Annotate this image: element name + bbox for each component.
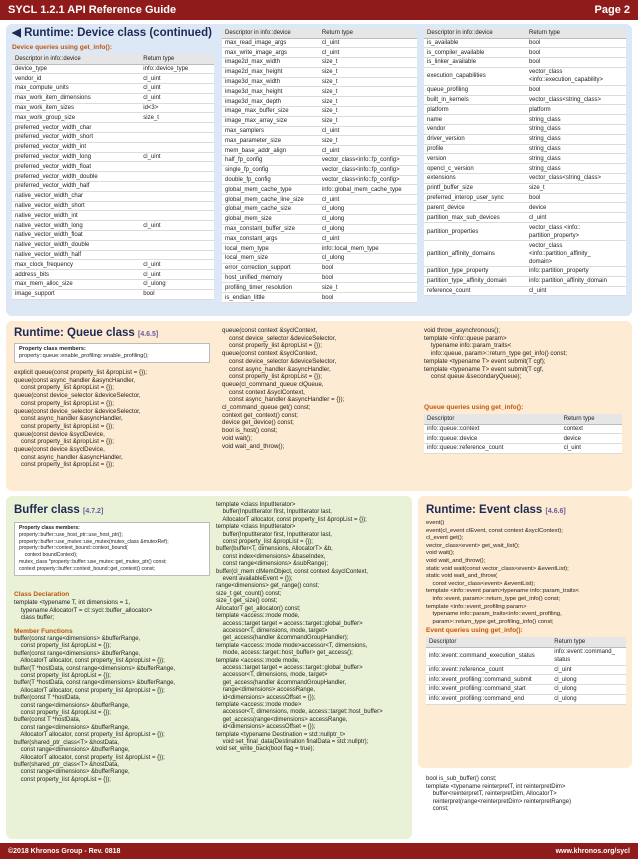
descriptor-cell: global_mem_cache_size xyxy=(222,205,319,215)
return-type-cell: cl_uint xyxy=(140,74,214,84)
descriptor-cell: native_vector_width_short xyxy=(12,201,140,211)
table-row xyxy=(222,205,417,215)
return-type-cell: cl_ulong xyxy=(140,280,214,290)
table-row xyxy=(12,289,214,299)
return-type-cell: cl_uint xyxy=(319,126,417,136)
descriptor-cell: preferred_vector_width_int xyxy=(12,142,140,152)
descriptor-cell: vendor_id xyxy=(12,74,140,84)
return-type-cell: info::device_type xyxy=(140,64,214,74)
return-type-cell: size_t xyxy=(319,67,417,77)
return-type-cell: context xyxy=(561,424,622,434)
table-row xyxy=(12,84,214,94)
return-type-cell xyxy=(140,172,214,182)
return-type-cell: bool xyxy=(526,48,626,58)
buffer-decl-label: Class Declaration xyxy=(14,591,70,598)
return-type-cell: vector_class<string_class> xyxy=(526,174,626,184)
descriptor-cell: native_vector_width_char xyxy=(12,191,140,201)
footer-right: www.khronos.org/sycl xyxy=(555,847,630,855)
table-row xyxy=(222,77,417,87)
table-row xyxy=(12,182,214,192)
return-type-cell: size_t xyxy=(319,107,417,117)
return-type-cell: cl_uint xyxy=(319,48,417,58)
device-panel xyxy=(6,24,632,316)
queue-panel xyxy=(6,321,632,491)
table-row xyxy=(424,105,626,115)
return-type-cell: bool xyxy=(319,293,417,303)
descriptor-cell: half_fp_config xyxy=(222,156,319,166)
descriptor-cell: is_linker_available xyxy=(424,58,526,68)
descriptor-cell: max_read_image_args xyxy=(222,38,319,48)
descriptor-cell: max_parameter_size xyxy=(222,136,319,146)
buffer-extra-methods: bool is_sub_buffer() const; template <typename reinterpretT, int reinterpretDim> buffer<reinterpretT, reinterpretDim, AllocatorT> reinterpret(range<reinterpretDim> reinterpretRange) const; xyxy=(426,776,572,812)
table-row xyxy=(424,286,626,296)
return-type-cell: vector_class <info:: partition_property> xyxy=(526,223,626,241)
device-table-2: Descriptor in info::device Return type max_read_image_args cl_uint max_write_image_args cl_uint image2d_max_width size_t image2d_max_height size_t image3d_max_width size_t image3d_max_height size_t image3d_max_depth size_t image_max_buffer_size size_t image_max_array_size size_t max_samplers cl_uint max_parameter_size size_t mem_base_addr_align cl_uint half_fp_config vector_class<info::fp_config> single_fp_config vector_class<info::fp_config> double_fp_config vector_class<info::fp_config> global_mem_cache_type info::global_mem_cache_type global_mem_cache_line_size cl_uint global_mem_cache_size cl_ulong global_mem_size cl_ulong max_constant_buffer_size cl_ulong max_constant_args cl_uint local_mem_type info::local_mem_type local_mem_size cl_ulong error_correction_support bool host_unified_memory bool profiling_timer_resolution size_t is_endian_little bool xyxy=(222,28,417,303)
return-type-cell: cl_uint xyxy=(319,195,417,205)
descriptor-cell: vendor xyxy=(424,125,526,135)
table-row xyxy=(222,126,417,136)
table-row xyxy=(222,67,417,77)
descriptor-cell: host_unified_memory xyxy=(222,273,319,283)
table-row xyxy=(222,116,417,126)
descriptor-cell: is_compiler_available xyxy=(424,48,526,58)
descriptor-cell: info::event_profiling::command_submit xyxy=(426,675,551,685)
descriptor-cell: image_max_array_size xyxy=(222,116,319,126)
table-row xyxy=(222,58,417,68)
table-row xyxy=(222,263,417,273)
table-row xyxy=(222,254,417,264)
return-type-cell: string_class xyxy=(526,134,626,144)
return-type-cell: info::event::command_ status xyxy=(551,647,626,665)
return-type-cell xyxy=(140,133,214,143)
descriptor-cell: reference_count xyxy=(424,286,526,296)
return-type-cell: bool xyxy=(526,58,626,68)
descriptor-cell: global_mem_cache_type xyxy=(222,185,319,195)
return-type-cell: bool xyxy=(140,289,214,299)
descriptor-cell: profiling_timer_resolution xyxy=(222,283,319,293)
table-row xyxy=(424,125,626,135)
table-row xyxy=(12,240,214,250)
descriptor-cell: image3d_max_height xyxy=(222,87,319,97)
descriptor-cell: image3d_max_depth xyxy=(222,97,319,107)
descriptor-cell: image2d_max_height xyxy=(222,67,319,77)
descriptor-cell: partition_properties xyxy=(424,223,526,241)
table-row xyxy=(12,280,214,290)
table-row xyxy=(424,174,626,184)
descriptor-cell: local_mem_type xyxy=(222,244,319,254)
buffer-constructors: buffer(const range<dimensions> &bufferRange, const property_list &propList = {}); buffer(const range<dimensions> &bufferRange, AllocatorT allocator, const property_list &propList = {}); buffer(T *hostData, const range<dimensions> &bufferRange, const property_list &propList = {}); buffer(T *hostData, const range<dimensions> &bufferRange, AllocatorT allocator, const property_list &propList = {}); buffer(const T *hostData, const range<dimensions> &bufferRange, const property_list &propList = {}); buffer(const T *hostData, const range<dimensions> &bufferRange, AllocatorT allocator, const property_list &propList = {}); buffer(shared_ptr_class<T> &hostData, const range<dimensions> &bufferRange, AllocatorT allocator, const property_list &propList = {}); buffer(shared_ptr_class<T> &hostData, const range<dimensions> &bufferRange, const property_list &propList = {}); xyxy=(14,636,176,783)
table-row xyxy=(12,191,214,201)
descriptor-cell: max_compute_units xyxy=(12,84,140,94)
descriptor-cell: image_support xyxy=(12,289,140,299)
return-type-cell: cl_uint xyxy=(319,38,417,48)
device-table-3: Descriptor in info::device Return type is_available bool is_compiler_available bool is_linker_available bool execution_capabilities vector_class <info::execution_capability> queue_profiling bool built_in_kernels vector_class<string_class> platform platform name string_class vendor string_class driver_version string_class profile string_class version string_class opencl_c_version string_class extensions vector_class<string_class> printf_buffer_size size_t preferred_interop_user_sync bool parent_device device partition_max_sub_devices cl_uint partition_properties vector_class <info:: partition_property> partition_affinity_domains vector_class <info::partition_affinity_ domain> partition_type_property info::partition_property partition_type_affinity_domain info::partition_affinity_domain reference_count cl_uint xyxy=(424,28,626,296)
table-row xyxy=(12,74,214,84)
return-type-cell xyxy=(140,191,214,201)
descriptor-cell: parent_device xyxy=(424,203,526,213)
descriptor-cell: is_available xyxy=(424,38,526,48)
return-type-cell: bool xyxy=(319,263,417,273)
descriptor-cell: preferred_vector_width_short xyxy=(12,133,140,143)
descriptor-cell: partition_type_affinity_domain xyxy=(424,276,526,286)
table-row xyxy=(424,267,626,277)
table-row xyxy=(424,48,626,58)
descriptor-cell: queue_profiling xyxy=(424,85,526,95)
return-type-cell: bool xyxy=(526,193,626,203)
return-type-cell: size_t xyxy=(526,183,626,193)
table-row xyxy=(12,250,214,260)
queue-constructors-1: explicit queue(const property_list &propList = {}); queue(const async_handler &asyncHandler, const property_list &propList = {}); queue(const device_selector &deviceSelector, const property_list &propList = {}); queue(const device_selector &deviceSelector, const async_handler &asyncHandler, const property_list &propList = {}); queue(const device &syclDevice, const property_list &propList = {}); queue(const device &syclDevice, const async_handler &asyncHandler, const property_list &propList = {}); xyxy=(14,369,147,469)
table-row xyxy=(424,444,622,454)
event-queries-label: Event queries using get_info(): xyxy=(426,627,523,634)
header-page: Page 2 xyxy=(594,4,630,16)
table-row xyxy=(12,113,214,123)
table-row xyxy=(12,231,214,241)
return-type-cell: size_t xyxy=(319,97,417,107)
descriptor-cell: max_mem_alloc_size xyxy=(12,280,140,290)
table-row xyxy=(424,183,626,193)
return-type-cell xyxy=(140,240,214,250)
descriptor-cell: max_work_item_sizes xyxy=(12,103,140,113)
table-row xyxy=(222,244,417,254)
return-type-cell: string_class xyxy=(526,154,626,164)
descriptor-cell: info::queue::context xyxy=(424,424,561,434)
table-row xyxy=(222,38,417,48)
descriptor-cell: image_max_buffer_size xyxy=(222,107,319,117)
table-row xyxy=(12,152,214,162)
table-row xyxy=(424,38,626,48)
return-type-cell: vector_class <info::execution_capability> xyxy=(526,67,626,85)
return-type-cell: cl_uint xyxy=(140,270,214,280)
table-row xyxy=(12,211,214,221)
return-type-cell: cl_uint xyxy=(551,665,626,675)
buffer-member-label: Member Functions xyxy=(14,628,73,635)
descriptor-cell: max_write_image_args xyxy=(222,48,319,58)
table-row xyxy=(424,213,626,223)
descriptor-cell: native_vector_width_half xyxy=(12,250,140,260)
event-table: Descriptor Return type info::event::command_execution_status info::event::command_ status info::event::reference_count cl_uint info::event_profiling::command_submit cl_ulong info::event_profiling::command_start cl_ulong info::event_profiling::command_end cl_ulong xyxy=(426,637,626,705)
return-type-cell: cl_ulong xyxy=(319,254,417,264)
table-row xyxy=(424,434,622,444)
descriptor-cell: name xyxy=(424,115,526,125)
return-type-cell: info::local_mem_type xyxy=(319,244,417,254)
descriptor-cell: global_mem_cache_line_size xyxy=(222,195,319,205)
descriptor-cell: driver_version xyxy=(424,134,526,144)
return-type-cell: cl_uint xyxy=(140,260,214,270)
table-row xyxy=(424,58,626,68)
return-type-cell: size_t xyxy=(140,113,214,123)
return-type-cell: vector_class<info::fp_config> xyxy=(319,175,417,185)
return-type-cell: string_class xyxy=(526,164,626,174)
table-row xyxy=(424,154,626,164)
descriptor-cell: preferred_vector_width_double xyxy=(12,172,140,182)
descriptor-cell: double_fp_config xyxy=(222,175,319,185)
descriptor-cell: image3d_max_width xyxy=(222,77,319,87)
table-row xyxy=(12,123,214,133)
return-type-cell: device xyxy=(526,203,626,213)
return-type-cell: platform xyxy=(526,105,626,115)
descriptor-cell: native_vector_width_double xyxy=(12,240,140,250)
return-type-cell: string_class xyxy=(526,125,626,135)
return-type-cell: id<3> xyxy=(140,103,214,113)
table-row xyxy=(424,164,626,174)
descriptor-cell: version xyxy=(424,154,526,164)
table-row xyxy=(426,665,626,675)
descriptor-cell: profile xyxy=(424,144,526,154)
queue-title: Runtime: Queue class [4.6.5] xyxy=(14,327,159,339)
return-type-cell: info::partition_property xyxy=(526,267,626,277)
return-type-cell: cl_uint xyxy=(140,221,214,231)
descriptor-cell: built_in_kernels xyxy=(424,95,526,105)
descriptor-cell: preferred_vector_width_float xyxy=(12,162,140,172)
table-row xyxy=(12,162,214,172)
table-row xyxy=(426,685,626,695)
queue-methods: void throw_asynchronous(); template <info::queue param> typename info::param_traits< info::queue, param>::return_type get_info() const; template <typename T> event submit(T cgf); template <typename T> event submit(T cgf, const queue &secondaryQueue); xyxy=(424,327,567,381)
table-row xyxy=(222,195,417,205)
descriptor-cell: partition_type_property xyxy=(424,267,526,277)
descriptor-cell: max_work_group_size xyxy=(12,113,140,123)
descriptor-cell: image2d_max_width xyxy=(222,58,319,68)
table-row xyxy=(222,293,417,303)
event-panel xyxy=(418,496,632,768)
descriptor-cell: max_constant_buffer_size xyxy=(222,224,319,234)
table-row xyxy=(426,647,626,665)
table-row xyxy=(424,67,626,85)
table-row xyxy=(424,134,626,144)
queue-members-box: Property class members: property::queue::enable_profiling::enable_profiling(); xyxy=(14,343,210,363)
return-type-cell: cl_uint xyxy=(319,234,417,244)
buffer-methods: template <class InputIterator> buffer(InputIterator first, InputIterator last, AllocatorT allocator, const property_list &propList = {}); template <class InputIterator> buffer(InputIterator first, InputIterator last, const property_list &propList = {}); buffer(buffer<T, dimensions, AllocatorT> &b, const index<dimensions> &baseIndex, const range<dimensions> &subRange); buffer(cl_mem clMemObject, const context &syclContext, event availableEvent = {}); range<dimensions> get_range() const; size_t get_count() const; size_t get_size() const; AllocatorT get_allocator() const; template <access::mode mode, access::target target = access::target::global_buffer> accessor<T, dimensions, mode, target> get_access(handler &commandGroupHandler); template <access::mode mode>accessor<T, dimensions, mode, access::target::host_buffer> get_access(); template <access::mode mode, access::target target = access::target::global_buffer> accessor<T, dimensions, mode, target> get_access(handler &commandGroupHandler, range<dimensions> accessRange, id<dimensions> accessOffset = {}); template <access::mode mode> accessor<T, dimensions, mode, access::target::host_buffer> get_access(range<dimensions> accessRange, id<dimensions> accessOffset = {}); template <typename Destination = std::nullptr_t> void set_final_data(Destination finalData = std::nullptr); void set_write_back(bool flag = true); xyxy=(216,502,383,753)
descriptor-cell: single_fp_config xyxy=(222,165,319,175)
return-type-cell: string_class xyxy=(526,144,626,154)
descriptor-cell: preferred_interop_user_sync xyxy=(424,193,526,203)
descriptor-cell: partition_max_sub_devices xyxy=(424,213,526,223)
return-type-cell: size_t xyxy=(319,116,417,126)
table-row xyxy=(424,144,626,154)
descriptor-cell: preferred_vector_width_long xyxy=(12,152,140,162)
table-row xyxy=(424,203,626,213)
table-row xyxy=(426,694,626,704)
table-row xyxy=(222,48,417,58)
device-title: ◀ Runtime: Device class (continued) xyxy=(12,27,212,39)
descriptor-cell: is_endian_little xyxy=(222,293,319,303)
footer-left: ©2018 Khronos Group - Rev. 0818 xyxy=(8,847,121,855)
return-type-cell: size_t xyxy=(319,87,417,97)
return-type-cell: vector_class <info::partition_affinity_ domain> xyxy=(526,241,626,267)
device-queries-label: Device queries using get_info(): xyxy=(12,44,113,51)
return-type-cell: cl_uint xyxy=(526,286,626,296)
descriptor-cell: preferred_vector_width_half xyxy=(12,182,140,192)
return-type-cell: device xyxy=(561,434,622,444)
descriptor-cell: mem_base_addr_align xyxy=(222,146,319,156)
left-arrow-icon: ◀ xyxy=(12,27,21,39)
return-type-cell: cl_uint xyxy=(140,93,214,103)
descriptor-cell: preferred_vector_width_char xyxy=(12,123,140,133)
descriptor-cell: native_vector_width_long xyxy=(12,221,140,231)
event-methods: event() event(cl_event clEvent, const context &syclContext); cl_event get(); vector_class<event> get_wait_list(); void wait(); void wait_and_throw(); static void wait(const vector_class<event> &eventList); static void wait_and_throw( const vector_class<event> &eventList); template <info::event param>typename info::param_traits< info::event, param>::return_type get_info() const; template <info::event_profiling param> typename info::param_traits<info::event_profiling, param>::return_type get_profiling_info() const; xyxy=(426,520,580,625)
table-row xyxy=(12,93,214,103)
return-type-cell: cl_ulong xyxy=(319,214,417,224)
table-row xyxy=(222,234,417,244)
header-title: SYCL 1.2.1 API Reference Guide xyxy=(8,4,177,16)
return-type-cell xyxy=(140,211,214,221)
table-row xyxy=(424,193,626,203)
descriptor-cell: error_correction_support xyxy=(222,263,319,273)
table-row xyxy=(222,107,417,117)
return-type-cell xyxy=(140,123,214,133)
table-row xyxy=(424,95,626,105)
queue-queries-label: Queue queries using get_info(): xyxy=(424,404,524,411)
table-row xyxy=(12,201,214,211)
return-type-cell: size_t xyxy=(319,136,417,146)
table-row xyxy=(424,223,626,241)
page-header xyxy=(0,0,638,20)
table-row xyxy=(424,424,622,434)
return-type-cell xyxy=(140,201,214,211)
descriptor-cell: native_vector_width_int xyxy=(12,211,140,221)
table-row xyxy=(12,133,214,143)
descriptor-cell: native_vector_width_float xyxy=(12,231,140,241)
table-row xyxy=(222,214,417,224)
buffer-declaration: template <typename T, int dimensions = 1, typename AllocatorT = cl::sycl::buffer_allocator> class buffer; xyxy=(14,599,153,622)
descriptor-cell: max_work_item_dimensions xyxy=(12,93,140,103)
return-type-cell: vector_class<info::fp_config> xyxy=(319,156,417,166)
return-type-cell: size_t xyxy=(319,58,417,68)
table-row xyxy=(222,97,417,107)
descriptor-cell: device_type xyxy=(12,64,140,74)
table-row xyxy=(222,283,417,293)
table-row xyxy=(222,136,417,146)
return-type-cell: cl_uint xyxy=(319,146,417,156)
descriptor-cell: info::queue::reference_count xyxy=(424,444,561,454)
table-row xyxy=(426,675,626,685)
table-row xyxy=(222,165,417,175)
return-type-cell: bool xyxy=(526,38,626,48)
return-type-cell xyxy=(140,250,214,260)
descriptor-cell: local_mem_size xyxy=(222,254,319,264)
table-row xyxy=(12,260,214,270)
return-type-cell: size_t xyxy=(319,283,417,293)
return-type-cell xyxy=(140,182,214,192)
table-row xyxy=(424,276,626,286)
table-row xyxy=(222,156,417,166)
return-type-cell: info::global_mem_cache_type xyxy=(319,185,417,195)
return-type-cell: cl_ulong xyxy=(551,675,626,685)
descriptor-cell: platform xyxy=(424,105,526,115)
descriptor-cell: extensions xyxy=(424,174,526,184)
return-type-cell: cl_uint xyxy=(526,213,626,223)
buffer-panel xyxy=(6,496,412,839)
page-footer xyxy=(0,843,638,859)
return-type-cell xyxy=(140,231,214,241)
descriptor-cell: printf_buffer_size xyxy=(424,183,526,193)
descriptor-cell: info::event::command_execution_status xyxy=(426,647,551,665)
descriptor-cell: max_constant_args xyxy=(222,234,319,244)
return-type-cell: bool xyxy=(526,85,626,95)
return-type-cell: string_class xyxy=(526,115,626,125)
table-row xyxy=(222,224,417,234)
descriptor-cell: max_clock_frequency xyxy=(12,260,140,270)
return-type-cell: bool xyxy=(319,273,417,283)
table-row xyxy=(424,115,626,125)
table-row xyxy=(12,64,214,74)
descriptor-cell: info::event::reference_count xyxy=(426,665,551,675)
descriptor-cell: max_samplers xyxy=(222,126,319,136)
queue-table: Descriptor Return type info::queue::context context info::queue::device device info::queue::reference_count cl_uint xyxy=(424,414,622,454)
buffer-title: Buffer class [4.7.2] xyxy=(14,504,104,516)
descriptor-cell: info::event_profiling::command_end xyxy=(426,694,551,704)
return-type-cell: cl_ulong xyxy=(319,205,417,215)
return-type-cell: cl_ulong xyxy=(551,685,626,695)
descriptor-cell: info::event_profiling::command_start xyxy=(426,685,551,695)
return-type-cell: cl_ulong xyxy=(551,694,626,704)
buffer-members-box: Property class members: property::buffer::use_host_ptr::use_host_ptr(); property::buffer::use_mutex::use_mutex(mutex_class &mutexRef); property::buffer::context_bound::context_bound( context boundContext); mutex_class *property::buffer::use_mutex::get_mutex_ptr() const; context property::buffer::context_bound::get_context() const; xyxy=(14,522,210,576)
descriptor-cell: partition_affinity_domains xyxy=(424,241,526,267)
return-type-cell: cl_uint xyxy=(140,84,214,94)
return-type-cell xyxy=(140,142,214,152)
table-row xyxy=(12,270,214,280)
return-type-cell: info::partition_affinity_domain xyxy=(526,276,626,286)
descriptor-cell: info::queue::device xyxy=(424,434,561,444)
descriptor-cell: global_mem_size xyxy=(222,214,319,224)
descriptor-cell: opencl_c_version xyxy=(424,164,526,174)
return-type-cell: cl_uint xyxy=(561,444,622,454)
table-row xyxy=(222,185,417,195)
return-type-cell: vector_class<string_class> xyxy=(526,95,626,105)
device-table-1: Descriptor in info::device Return type device_type info::device_type vendor_id cl_uint max_compute_units cl_uint max_work_item_dimensions cl_uint max_work_item_sizes id<3> max_work_group_size size_t preferred_vector_width_char preferred_vector_width_short preferred_vector_width_int preferred_vector_width_long cl_uint preferred_vector_width_float preferred_vector_width_double preferred_vector_width_half native_vector_width_char native_vector_width_short native_vector_width_int native_vector_width_long cl_uint native_vector_width_float native_vector_width_double native_vector_width_half max_clock_frequency cl_uint address_bits cl_uint max_mem_alloc_size cl_ulong image_support bool xyxy=(12,54,214,300)
queue-constructors-2: queue(const context &syclContext, const device_selector &deviceSelector, const property_list &propList = {}); queue(const context &syclContext, const device_selector &deviceSelector, const async_handler &asyncHandler, const property_list &propList = {}); queue(cl_command_queue clQueue, const context &syclContext, const async_handler &asyncHandler = {}); cl_command_queue get() const; context get_context() const; device get_device() const; bool is_host() const; void wait(); void wait_and_throw(); xyxy=(222,327,345,450)
event-title: Runtime: Event class [4.6.6] xyxy=(426,504,566,516)
table-row xyxy=(424,241,626,267)
return-type-cell: vector_class<info::fp_config> xyxy=(319,165,417,175)
return-type-cell: cl_uint xyxy=(140,152,214,162)
descriptor-cell: address_bits xyxy=(12,270,140,280)
return-type-cell: cl_ulong xyxy=(319,224,417,234)
table-row xyxy=(12,172,214,182)
table-row xyxy=(12,221,214,231)
table-row xyxy=(222,175,417,185)
return-type-cell: size_t xyxy=(319,77,417,87)
table-row xyxy=(222,87,417,97)
return-type-cell xyxy=(140,162,214,172)
descriptor-cell: execution_capabilities xyxy=(424,67,526,85)
table-row xyxy=(424,85,626,95)
table-row xyxy=(222,146,417,156)
table-row xyxy=(222,273,417,283)
table-row xyxy=(12,103,214,113)
table-row xyxy=(12,142,214,152)
